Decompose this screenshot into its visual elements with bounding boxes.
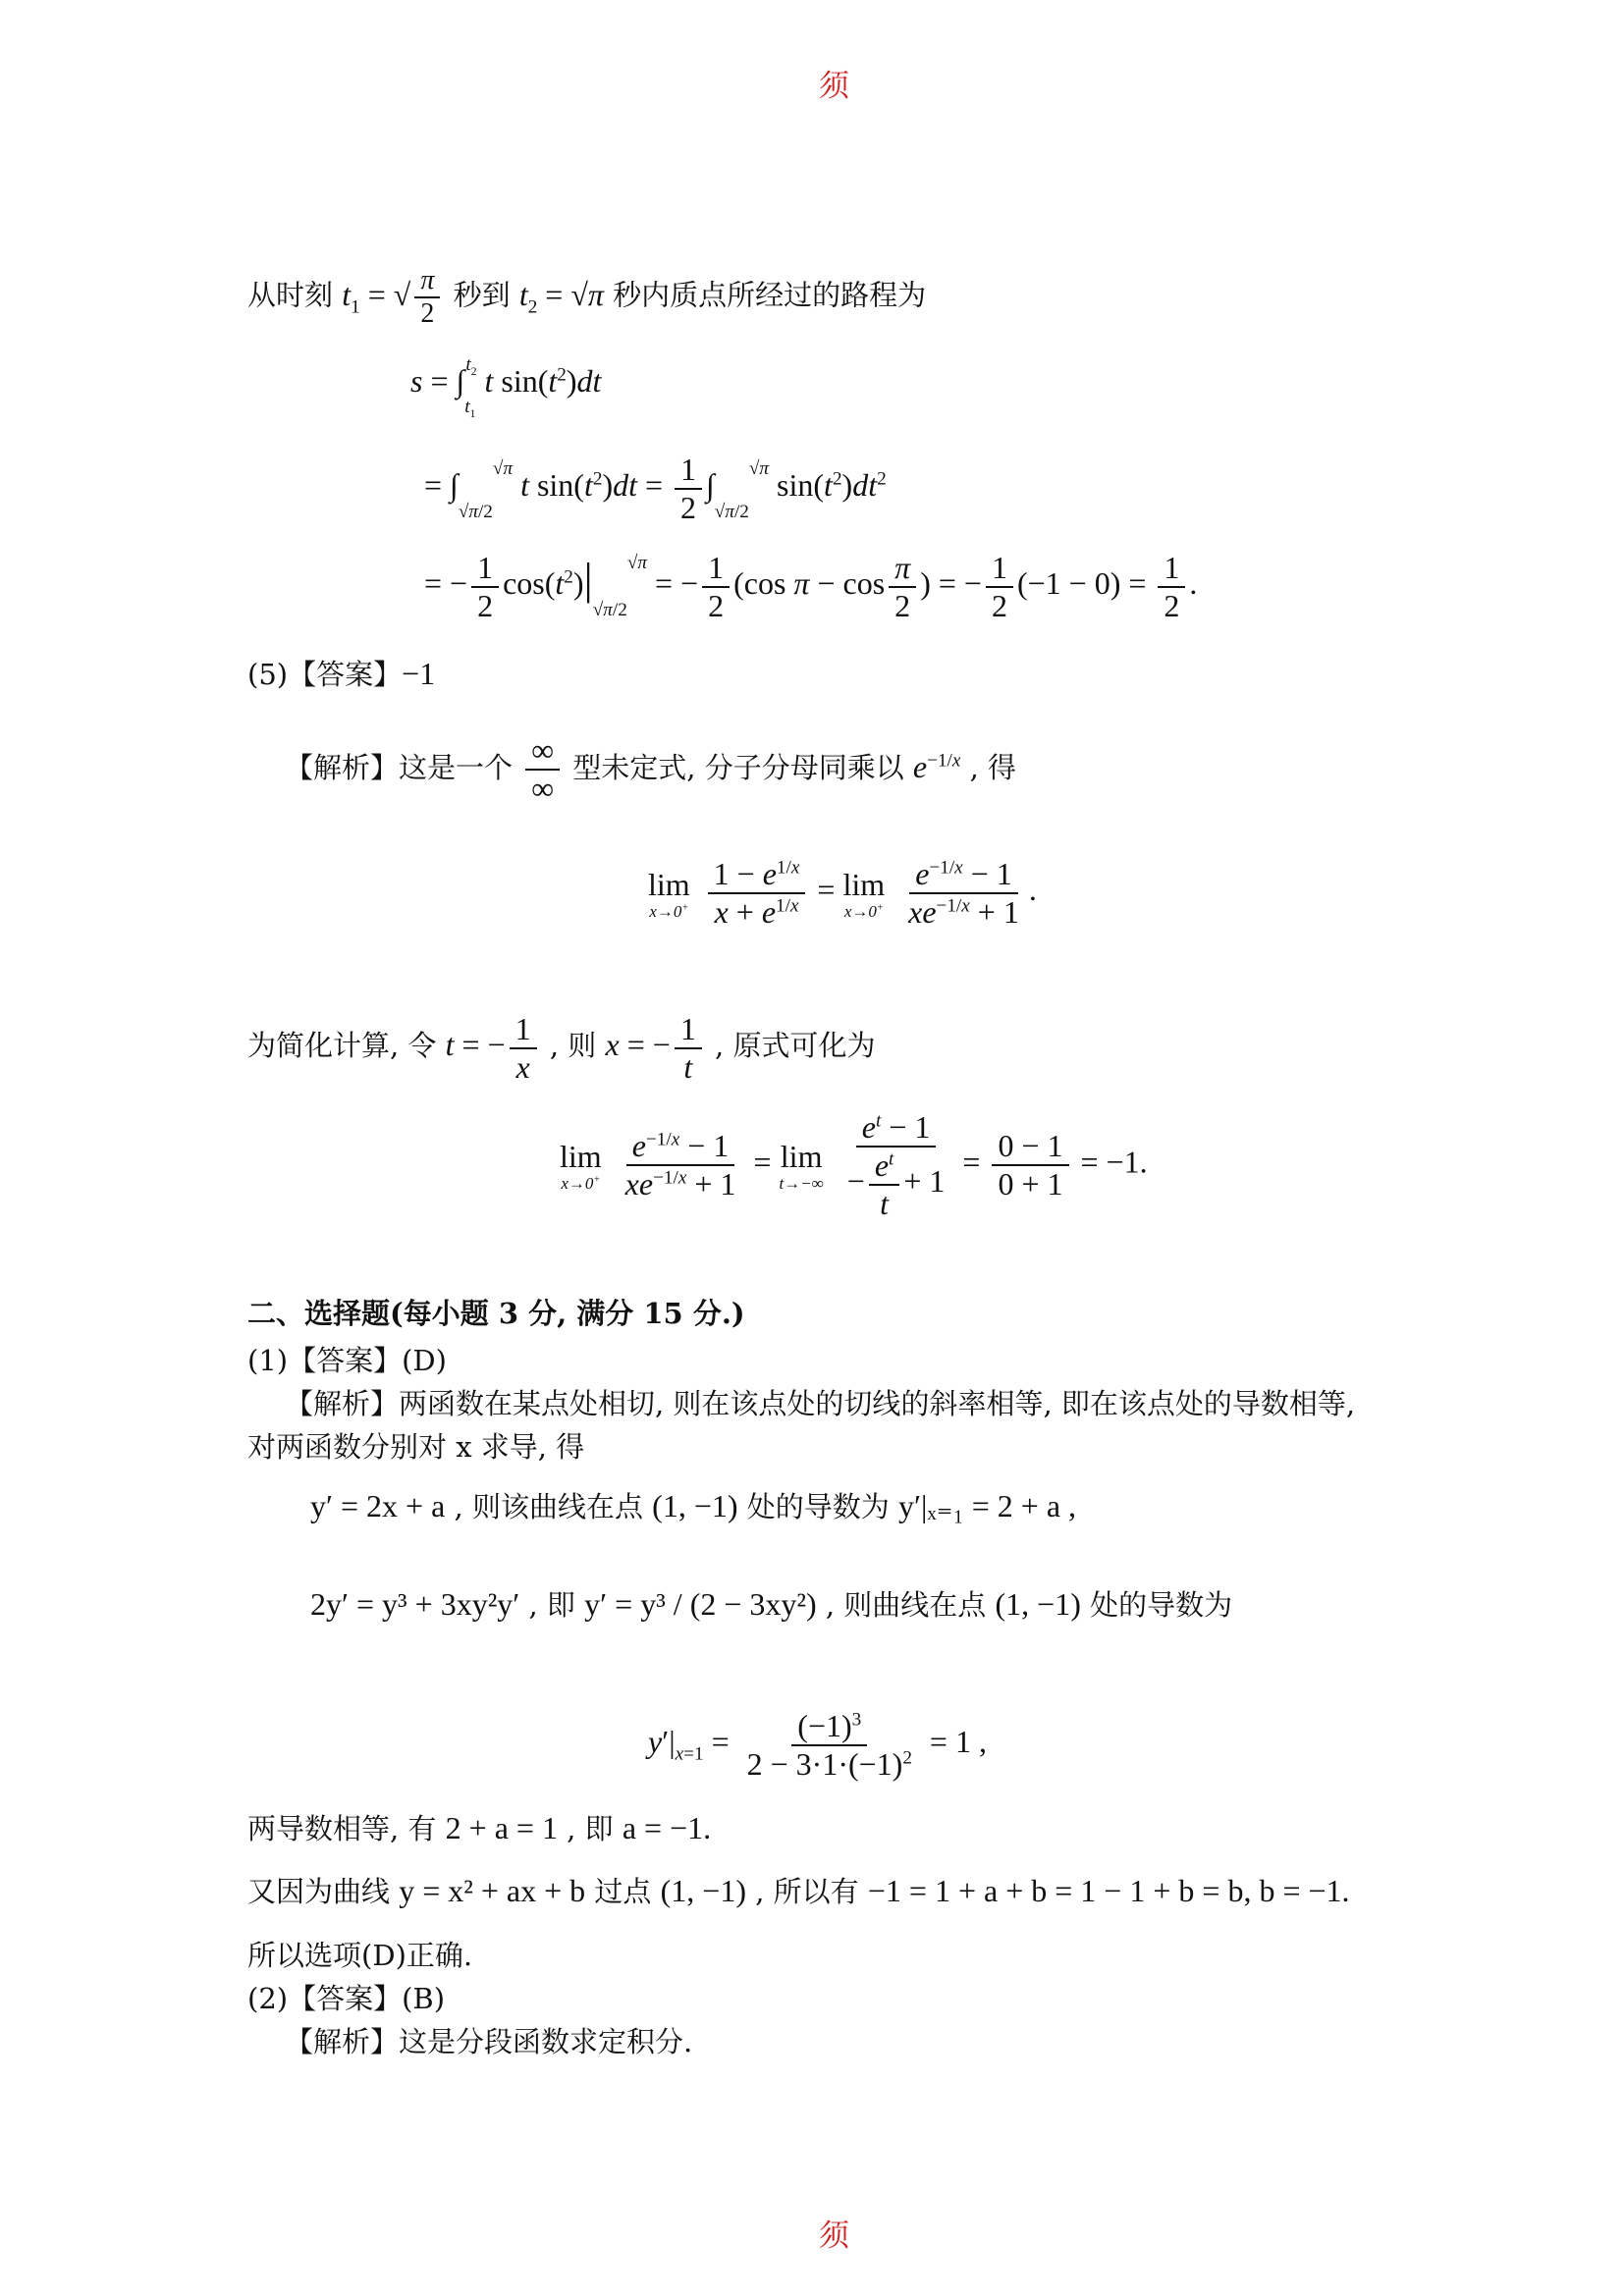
x-definition: x = − $\frac{1}{t}$ xyxy=(606,1027,706,1062)
section-2-title: 二、选择题(每小题 3 分, 满分 15 分.) xyxy=(247,1297,745,1330)
text-path-length: 秒内质点所经过的路程为 xyxy=(613,278,927,312)
point-1: (1, −1) xyxy=(652,1488,738,1523)
substitution-text-c: , 原式可化为 xyxy=(715,1029,876,1063)
equation-limit-2: lim x→0+ $\frac{e^{-1/x} - 1}{xe^{-1/x} + 1}$ = lim t→−∞ $e^t - 1$ − $\frac{e^t}{t}$ + 1 = $\frac{0 - 1}{0 + 1}$ = −1. xyxy=(560,1109,1148,1221)
derivative-curve-2: y′ = y³ / (2 − 3xy²) xyxy=(584,1586,817,1622)
choice-1-line-2 xyxy=(310,1584,1232,1625)
implicit-derivative: 2y′ = y³ + 3xy²y′ xyxy=(310,1586,520,1622)
analysis-5 xyxy=(285,732,1016,807)
line-2-text-f: 处的导数为 xyxy=(1090,1588,1233,1622)
choice-1-equation-3: $y'|_{x=1}$ = $\frac{(-1)^3}{2 - 3\cdot 1\cdot(-1)^2}$ = 1 , xyxy=(648,1708,987,1782)
choice-2-value: (B) xyxy=(402,1982,446,2015)
line-2-text-b: , 即 xyxy=(528,1588,575,1622)
curve-equation: y = x² + ax + b xyxy=(399,1873,586,1908)
b-derivation: −1 = 1 + a + b = 1 − 1 + b = b, b = −1. xyxy=(867,1873,1350,1908)
choice-1-value: (D) xyxy=(402,1344,447,1377)
line-4-text-c: , 即 xyxy=(567,1812,614,1845)
substitution-text-b: , 则 xyxy=(549,1029,597,1063)
choice-2-analysis: 【解析】这是分段函数求定积分. xyxy=(285,2025,693,2058)
line-1-text-b: , 则该曲线在点 xyxy=(454,1490,643,1523)
analysis-5-text-c: , 得 xyxy=(969,750,1017,784)
line-5-text-a: 又因为曲线 xyxy=(247,1875,391,1908)
text-seconds-to: 秒到 xyxy=(453,278,511,312)
line-2-text-d: , 则曲线在点 xyxy=(825,1588,987,1622)
equation-s-line3: = − $\frac{1}{2}$ $\cos(t^2)|_{√\pi/2}^{√\pi}$ = − $\frac{1}{2}$ (cos π − cos $\frac{\pi}{2}$ ) = − $\frac{1}{2}$ (−1 − 0) = $\frac{1}{2}$ . xyxy=(424,550,1198,623)
choice-2-label: (2)【答案】 xyxy=(247,1982,403,2015)
point-2: (1, −1) xyxy=(995,1586,1081,1622)
analysis-5-text-a: 【解析】这是一个 xyxy=(285,750,514,784)
equation-s-line2: = $\int_{√\pi/2}^{√\pi}$ t $\sin(t^2)dt$ = $\frac{1}{2}$ $\int_{√\pi/2}^{√\pi}$ $\sin(t^2)dt^2$ xyxy=(424,452,887,525)
answer-5-label: (5)【答案】 xyxy=(247,658,403,691)
t2-expression: $t_2 = √\pi$ xyxy=(518,276,604,317)
e-factor: $e^{-1/x}$ xyxy=(912,748,961,784)
bottom-mark: 须 xyxy=(819,2218,849,2254)
substitution-paragraph xyxy=(247,1011,875,1086)
choice-1-analysis-2: 对两函数分别对 x 求导, 得 xyxy=(247,1430,585,1464)
a-value: a = −1. xyxy=(622,1810,712,1845)
choice-1-line-5 xyxy=(247,1871,1350,1911)
answer-5 xyxy=(247,654,435,694)
point-3: (1, −1) xyxy=(660,1873,746,1908)
substitution-text-a: 为简化计算, 令 xyxy=(247,1029,437,1063)
derivative-value-1: y′|ₓ₌₁ = 2 + a , xyxy=(897,1488,1077,1523)
choice-1-line-4 xyxy=(247,1808,711,1848)
t-definition: t = − $\frac{1}{x}$ xyxy=(446,1027,541,1062)
line-5-text-e: , 所以有 xyxy=(755,1875,859,1908)
equation-limit-1: lim x→0+ $\frac{1 - e^{1/x}}{x + e^{1/x}}$ = lim x→0+ $\frac{e^{-1/x} - 1}{xe^{-1/x} + 1}$ . xyxy=(648,856,1037,930)
choice-1-conclusion: 所以选项(D)正确. xyxy=(247,1939,473,1972)
choice-2-answer xyxy=(247,1979,445,2018)
analysis-5-text-b: 型未定式, 分子分母同乘以 xyxy=(572,750,904,784)
choice-1-label: (1)【答案】 xyxy=(247,1344,403,1377)
infinity-over-infinity: $\frac{\infty}{\infty}$ xyxy=(525,732,560,807)
choice-1-answer xyxy=(247,1341,447,1380)
text-from-time: 从时刻 xyxy=(247,278,334,312)
equation-s-line1: $s = \int_{t_1}^{t_2}$ t $\sin(t^2)dt$ xyxy=(410,354,602,421)
answer-5-value: −1 xyxy=(402,656,436,691)
t1-expression: $t_1$ = √ $\frac{\pi}{2}$ xyxy=(342,277,444,312)
derivative-curve-1: y′ = 2x + a xyxy=(310,1488,446,1523)
line-1-text-d: 处的导数为 xyxy=(746,1490,890,1523)
choice-1-analysis: 【解析】两函数在某点处相切, 则在该点处的切线的斜率相等, 即在该点处的导数相等, xyxy=(285,1387,1356,1420)
paragraph-time-interval xyxy=(247,265,926,330)
line-4-text-a: 两导数相等, 有 xyxy=(247,1812,437,1845)
choice-1-line-1 xyxy=(310,1486,1076,1526)
top-mark: 须 xyxy=(819,69,849,104)
line-5-text-c: 过点 xyxy=(594,1875,652,1908)
equal-derivatives: 2 + a = 1 xyxy=(445,1810,558,1845)
